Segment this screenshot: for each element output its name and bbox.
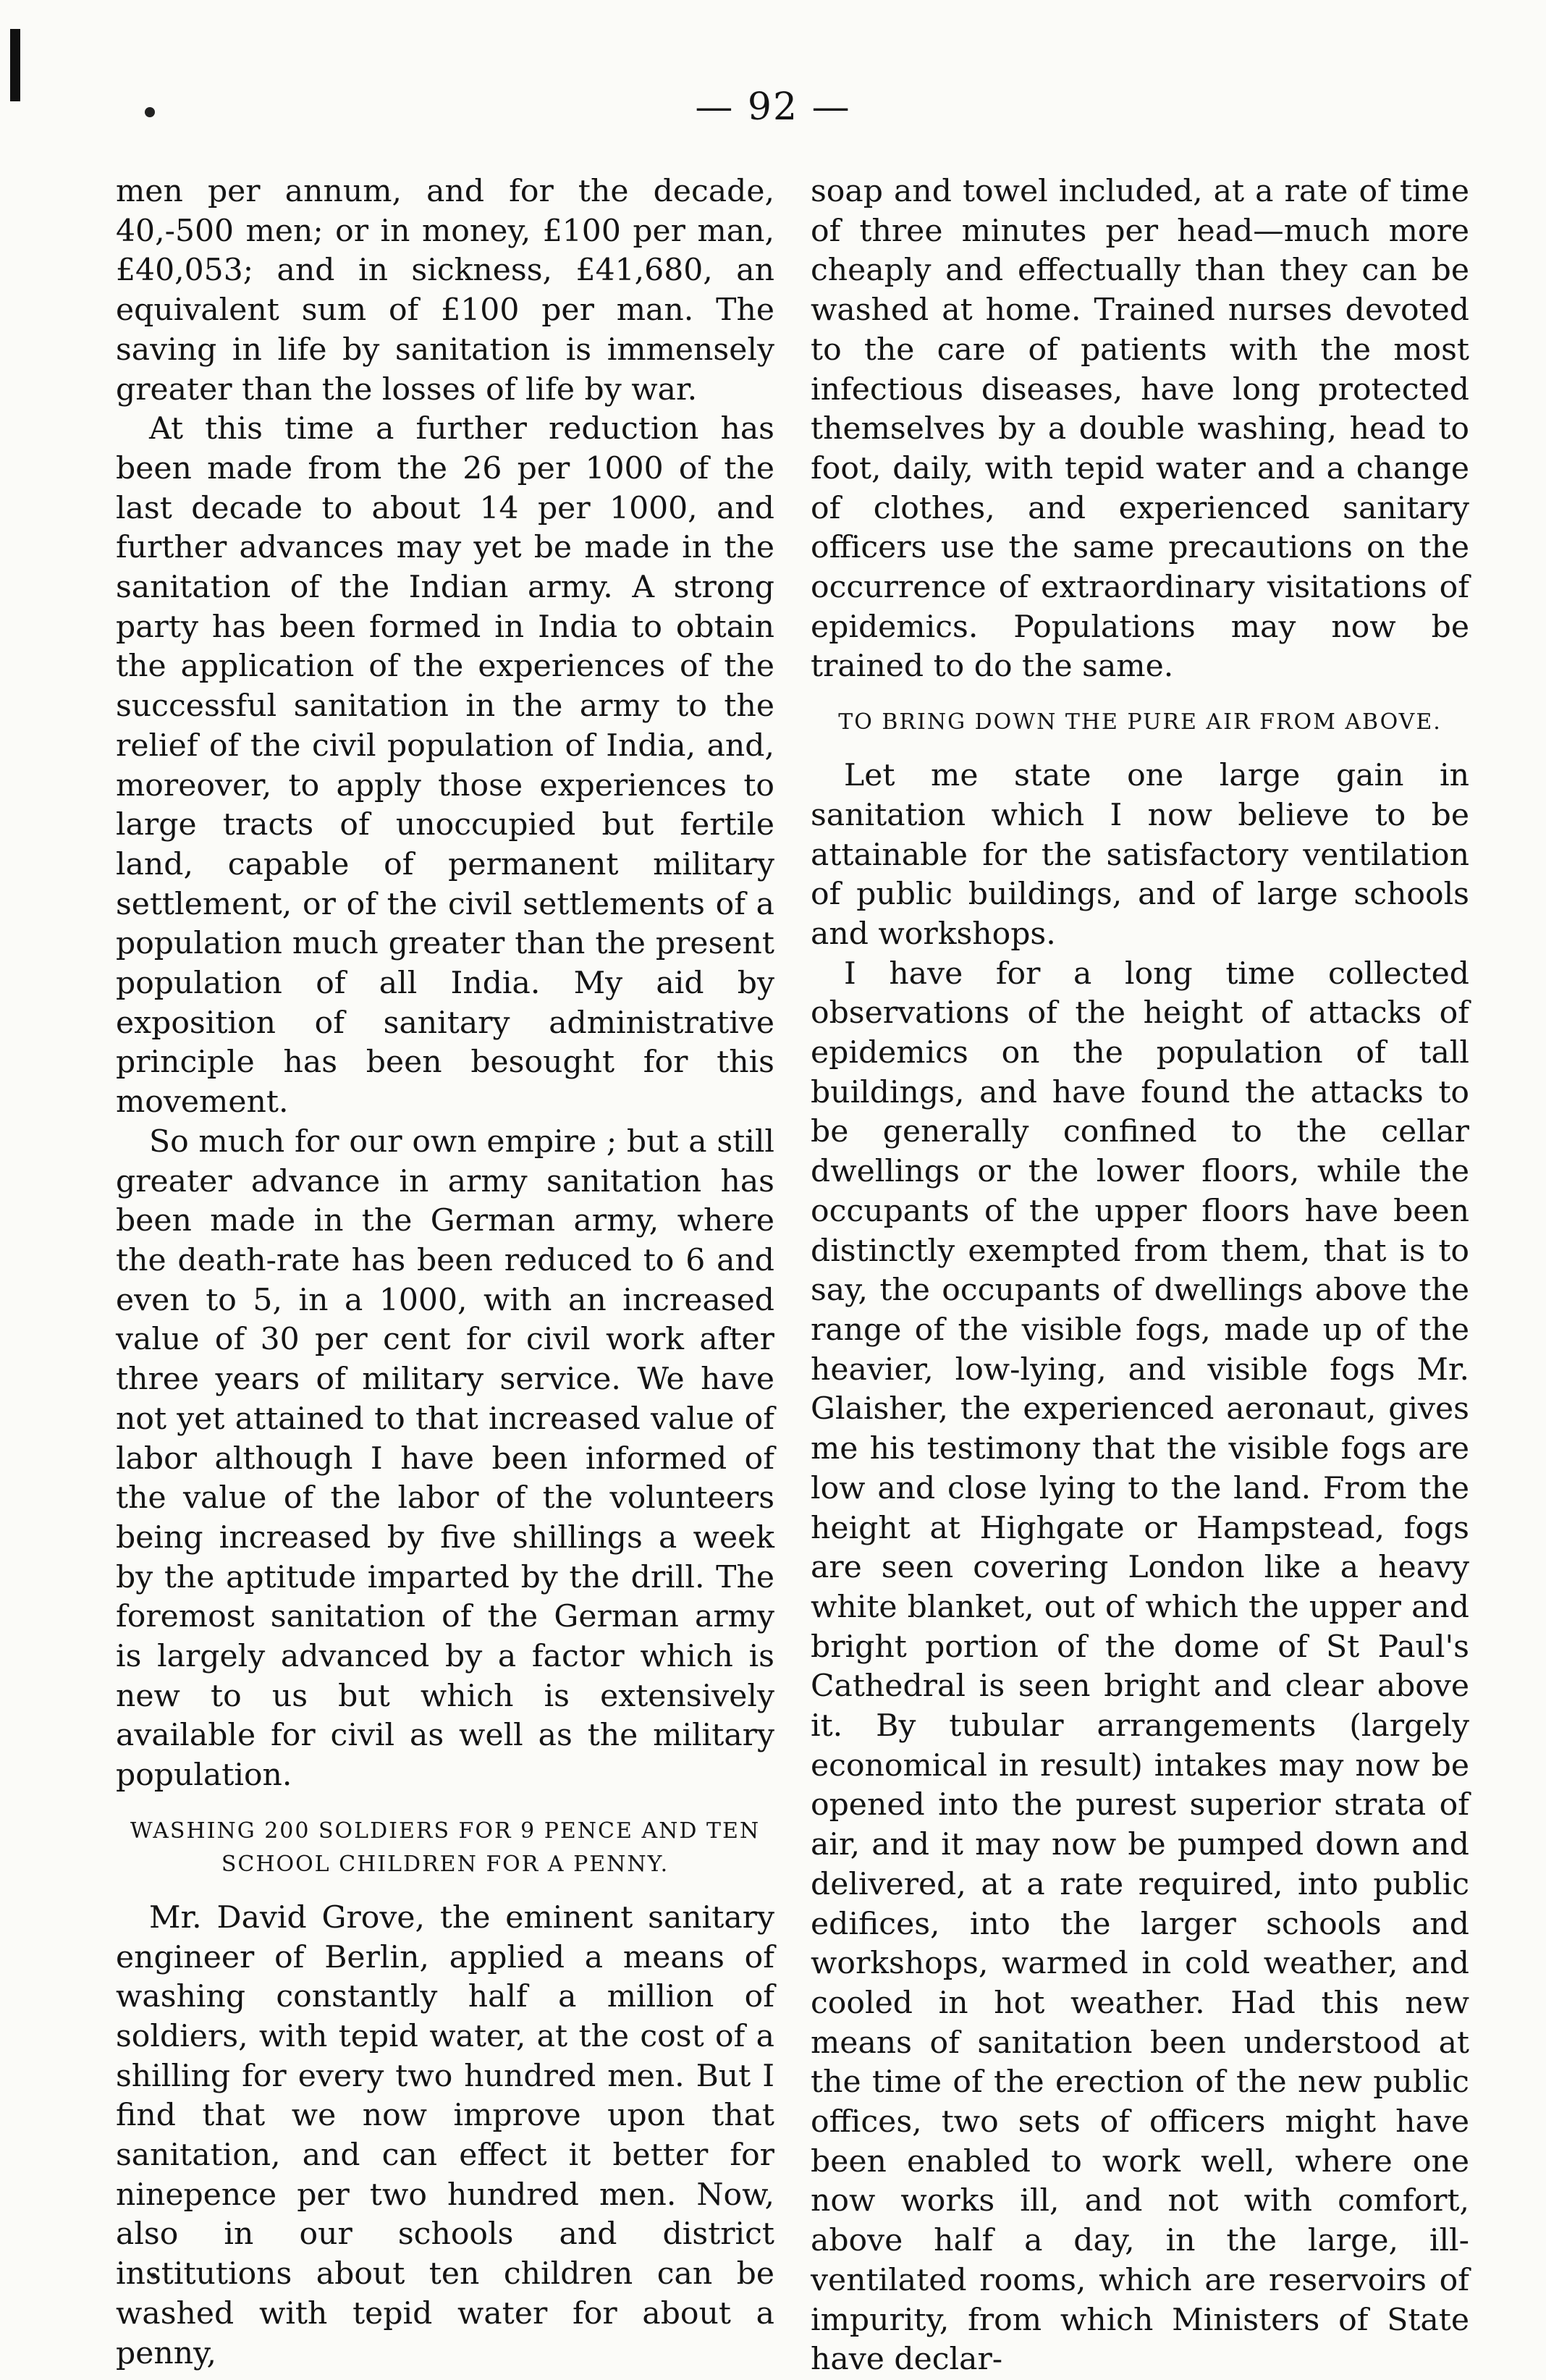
- left-paragraph-1: men per annum, and for the decade, 40,-500 men; or in money, £100 per man, £40,053; and in sickness, £41,680, an equivalent sum of £100 per man. The saving in life by sanitation is immensely greater than the losses of life by war.: [116, 174, 774, 408]
- section-heading-pure-air: TO BRING DOWN THE PURE AIR FROM ABOVE.: [838, 709, 1442, 735]
- left-paragraph-2: At this time a further reduction has been made from the 26 per 1000 of the last decade to about 14 per 1000, and further advances may yet be made in the sanitation of the Indian army. A strong party has been formed in India to obtain the application of the experiences of the successful sanitation in the army to the relief of the civil population of India, and, moreover, to apply those experiences to large tracts of unoccupied but fertile land, capable of permanent military settlement, or of the civil settlements of a population much greater than the present population of all India. My aid by exposition of sanitary administrative principle has been besought for this movement.: [116, 411, 774, 1121]
- right-paragraph-2: Let me state one large gain in sanitation which I now believe to be attainable for the satisfactory ventilation of public buildings, and of large schools and workshops.: [811, 758, 1469, 952]
- section-heading-washing: WASHING 200 SOLDIERS FOR 9 PENCE AND TEN SCHOOL CHILDREN FOR A PENNY.: [130, 1818, 761, 1877]
- page-number: — 92 —: [695, 85, 851, 129]
- right-column: [811, 172, 1469, 2380]
- right-paragraph-1: soap and towel included, at a rate of time of three minutes per head—much more cheaply and effectually than they can be washed at home. Trained nurses devoted to the care of patients with the most infectious diseases, have long protected themselves by a double washing, head to foot, daily, with tepid water and a change of clothes, and experienced sanitary officers use the same precautions on the occurrence of extraordinary visitations of epidemics. Populations may now be trained to do the same.: [811, 174, 1469, 685]
- left-paragraph-4: Mr. David Grove, the eminent sanitary engineer of Berlin, applied a means of washing constantly half a million of soldiers, with tepid water, at the cost of a shilling for every two hundred men. But I find that we now improve upon that sanitation, and can effect it better for ninepence per two hundred men. Now, also in our schools and district institutions about ten children can be washed with tepid water for about a penny,: [116, 1899, 774, 2371]
- left-paragraph-3: So much for our own empire ; but a still greater advance in army sanitation has been made in the German army, where the death-rate has been reduced to 6 and even to 5, in a 1000, with an increased value of 30 per cent for civil work after three years of military service. We have not yet attained to that increased value of labor although I have been informed of the value of the labor of the volunteers being increased by five shillings a week by the aptitude imparted by the drill. The foremost sanitation of the German army is largely advanced by a factor which is new to us but which is extensively available for civil as well as the military population.: [116, 1123, 774, 1794]
- right-paragraph-3: I have for a long time collected observations of the height of attacks of epidemics on the population of tall buildings, and have found the attacks to be generally confined to the cellar dwellings or the lower floors, while the occupants of the upper floors have been distinctly exempted from them, that is to say, the occupants of dwellings above the range of the visible fogs, made up of the heavier, low-lying, and visible fogs Mr. Glaisher, the experienced aeronaut, gives me his testimony that the visible fogs are low and close lying to the land. From the height at Highgate or Hampstead, fogs are seen covering London like a heavy white blanket, out of which the upper and bright portion of the dome of St Paul's Cathedral is seen bright and clear above it. By tubular arrangements (largely economical in result) intakes may now be opened into the purest superior strata of air, and it may now be pumped down and delivered, at a rate required, into public edifices, into the larger schools and workshops, warmed in cold weather, and cooled in hot weather. Had this new means of sanitation been understood at the time of the erection of the new public offices, two sets of officers might have been enabled to work well, where one now works ill, and not with comfort, above half a day, in the large, ill-ventilated rooms, which are reservoirs of impurity, from which Ministers of State have declar-: [811, 955, 1469, 2378]
- left-column: [116, 172, 774, 2373]
